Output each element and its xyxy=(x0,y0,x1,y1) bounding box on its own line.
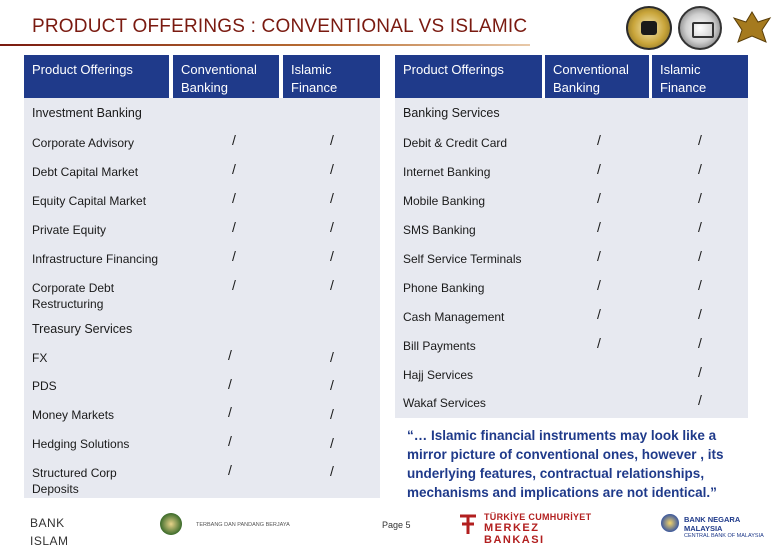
table-row: Infrastructure Financing xyxy=(32,252,159,266)
page-number: Page 5 xyxy=(382,520,411,530)
check-mark: / xyxy=(698,161,702,177)
check-mark: / xyxy=(597,132,601,148)
check-mark: / xyxy=(232,161,236,177)
check-mark: / xyxy=(698,219,702,235)
bnm-name xyxy=(684,515,780,539)
table-row: Debt Capital Market xyxy=(32,165,139,179)
table-row: Private Equity xyxy=(32,223,107,237)
check-mark: / xyxy=(228,404,232,420)
tcmb-line2: MERKEZ BANKASI xyxy=(484,522,545,546)
bank-islam-logo xyxy=(30,514,100,548)
bank-islam-logo-text: BANK ISLAM xyxy=(30,516,69,548)
left-col-islamic-header: Islamic Finance xyxy=(283,55,380,98)
table-row: Self Service Terminals xyxy=(403,252,522,266)
check-mark: / xyxy=(698,132,702,148)
bnm-line1: BANK NEGARA MALAYSIA xyxy=(684,515,740,533)
check-mark: / xyxy=(330,219,334,235)
check-mark: / xyxy=(330,190,334,206)
table-row: Mobile Banking xyxy=(403,194,486,208)
table-row: Money Markets xyxy=(32,408,115,422)
footer-motto: TERBANG DAN PANDANG BERJAYA xyxy=(196,522,290,528)
table-row: Cash Management xyxy=(403,310,505,324)
check-mark: / xyxy=(698,248,702,264)
left-col-conventional-header: Conventional Banking xyxy=(173,55,279,98)
bnm-line2: CENTRAL BANK OF MALAYSIA xyxy=(684,533,764,539)
table-row: Wakaf Services xyxy=(403,396,486,410)
eagle-logo xyxy=(730,6,774,50)
check-mark: / xyxy=(698,277,702,293)
table-row: Bill Payments xyxy=(403,339,476,353)
check-mark: / xyxy=(228,462,232,478)
check-mark: / xyxy=(228,347,232,363)
check-mark: / xyxy=(698,335,702,351)
check-mark: / xyxy=(232,132,236,148)
tcmb-name xyxy=(484,512,604,546)
check-mark: / xyxy=(597,335,601,351)
section-treasury-services: Treasury Services xyxy=(32,322,133,336)
check-mark: / xyxy=(698,392,702,408)
tcmb-line1: TÜRKİYE CUMHURİYET xyxy=(484,512,592,522)
table-row: Hajj Services xyxy=(403,368,474,382)
check-mark: / xyxy=(330,161,334,177)
check-mark: / xyxy=(698,306,702,322)
emblem-logo-1 xyxy=(626,6,672,50)
section-investment-banking: Investment Banking xyxy=(32,106,142,120)
check-mark: / xyxy=(232,219,236,235)
table-row: Internet Banking xyxy=(403,165,491,179)
table-row: PDS xyxy=(32,379,57,393)
islamic-finance-quote: “… Islamic financial instruments may look like a mirror picture of conventional ones, however , its underlying features, contractual relationships, mechanisms and implications are not identical.” xyxy=(407,428,724,500)
check-mark: / xyxy=(330,435,334,451)
table-row: Phone Banking xyxy=(403,281,485,295)
check-mark: / xyxy=(232,190,236,206)
title-divider xyxy=(0,44,530,46)
check-mark: / xyxy=(330,248,334,264)
check-mark: / xyxy=(232,248,236,264)
check-mark: / xyxy=(228,433,232,449)
check-mark: / xyxy=(232,277,236,293)
left-col-product-header: Product Offerings xyxy=(24,55,169,98)
check-mark: / xyxy=(698,190,702,206)
check-mark: / xyxy=(597,277,601,293)
page-title: PRODUCT OFFERINGS : CONVENTIONAL VS ISLAMIC xyxy=(32,16,528,37)
check-mark: / xyxy=(330,406,334,422)
check-mark: / xyxy=(597,219,601,235)
table-row: Corporate Advisory xyxy=(32,136,135,150)
tcmb-logo-icon xyxy=(458,512,478,538)
right-col-conventional-header: Conventional Banking xyxy=(545,55,649,98)
emblem-logo-2 xyxy=(678,6,722,50)
check-mark: / xyxy=(597,190,601,206)
table-row: SMS Banking xyxy=(403,223,476,237)
check-mark: / xyxy=(597,161,601,177)
check-mark: / xyxy=(330,277,334,293)
table-row: Structured Corp Deposits xyxy=(32,466,117,496)
crest-logo xyxy=(160,513,182,535)
check-mark: / xyxy=(330,132,334,148)
left-row-separators xyxy=(24,126,380,127)
section-banking-services: Banking Services xyxy=(403,106,500,120)
right-col-product-header: Product Offerings xyxy=(395,55,542,98)
check-mark: / xyxy=(597,248,601,264)
check-mark: / xyxy=(330,349,334,365)
table-row: Debit & Credit Card xyxy=(403,136,508,150)
check-mark: / xyxy=(597,306,601,322)
check-mark: / xyxy=(330,377,334,393)
check-mark: / xyxy=(698,364,702,380)
table-row: FX xyxy=(32,351,48,365)
check-mark: / xyxy=(330,463,334,479)
bnm-logo-icon xyxy=(661,514,679,532)
table-row: Hedging Solutions xyxy=(32,437,130,451)
check-mark: / xyxy=(228,376,232,392)
right-col-islamic-header: Islamic Finance xyxy=(652,55,748,98)
table-row: Corporate Debt Restructuring xyxy=(32,281,115,311)
table-row: Equity Capital Market xyxy=(32,194,147,208)
